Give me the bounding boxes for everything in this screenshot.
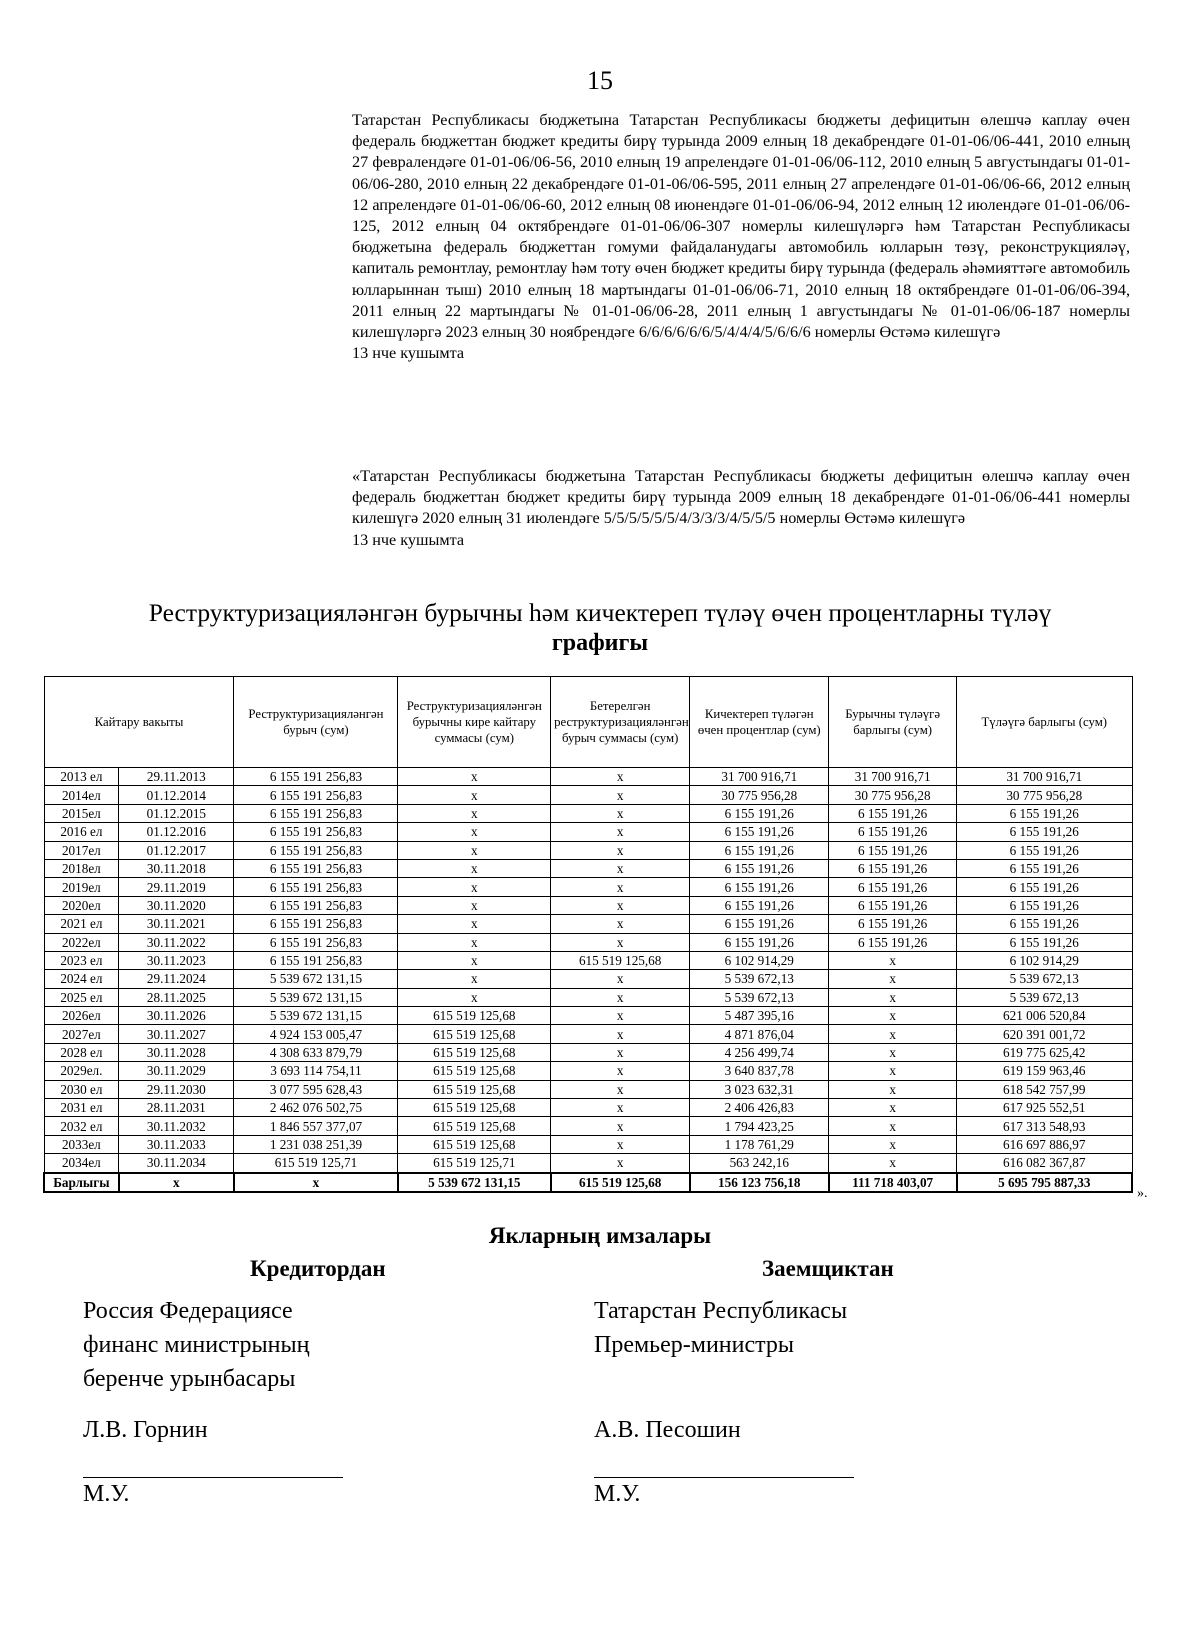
cell-deferral-interest: 3 640 837,78 <box>690 1062 829 1080</box>
cell-debt-payment-total: х <box>829 1099 957 1117</box>
cell-written-off-debt: 615 519 125,68 <box>551 951 690 969</box>
cell-payment-total: 6 155 191,26 <box>957 915 1133 933</box>
cell-restructured-debt: 6 155 191 256,83 <box>234 951 398 969</box>
cell-debt-payment-total: х <box>829 1080 957 1098</box>
borrower-heading: Заемщиктан <box>762 1256 894 1281</box>
schedule-title-line2: графигы <box>551 630 649 656</box>
cell-restructured-debt: 2 462 076 502,75 <box>234 1099 398 1117</box>
table-row <box>44 1117 1132 1135</box>
cell-debt-payment-total: 6 155 191,26 <box>829 878 957 896</box>
cell-debt-return-amount: х <box>398 768 551 786</box>
table-row <box>44 933 1132 951</box>
cell-payment-total: 6 155 191,26 <box>957 933 1133 951</box>
cell-debt-return-amount: х <box>398 896 551 914</box>
cell-return-date: 30.11.2022 <box>119 933 234 951</box>
cell-payment-total: 30 775 956,28 <box>957 786 1133 804</box>
cell-year: 2020ел <box>44 896 119 914</box>
cell-restructured-debt: 5 539 672 131,15 <box>234 1007 398 1025</box>
table-row <box>44 970 1132 988</box>
cell-debt-payment-total: 30 775 956,28 <box>829 786 957 804</box>
cell-restructured-debt: 6 155 191 256,83 <box>234 841 398 859</box>
cell-payment-total: 617 925 552,51 <box>957 1099 1133 1117</box>
cell-year: 2028 ел <box>44 1043 119 1061</box>
borrower-signature-line <box>594 1477 854 1478</box>
cell-written-off-debt: х <box>551 823 690 841</box>
cell-return-date: 30.11.2032 <box>119 1117 234 1135</box>
payment-schedule-table <box>43 676 1133 1193</box>
cell-debt-return-amount: х <box>398 804 551 822</box>
cell-restructured-debt: 6 155 191 256,83 <box>234 804 398 822</box>
cell-return-date: 30.11.2028 <box>119 1043 234 1061</box>
cell-return-date: 01.12.2016 <box>119 823 234 841</box>
total-cell-restructured-debt: х <box>234 1173 398 1192</box>
cell-deferral-interest: 5 539 672,13 <box>690 970 829 988</box>
cell-debt-payment-total: х <box>829 1007 957 1025</box>
cell-written-off-debt: х <box>551 859 690 877</box>
appendix-header-text: «Татарстан Республикасы бюджетына Татарстан Республикасы бюджеты дефицитын өлешчә каплау өчен федераль бюджеттан бюджет кредиты бирү турында 2009 елның 18 декабрендәге 01-01-06/06-441 номерлы килешүгә 2020 елның 31 июлендәге 5/5/5/5/5/5/4/3/3/3/4/5/5/5 номерлы Өстәмә килешүгә <box>352 467 1130 528</box>
cell-year: 2022ел <box>44 933 119 951</box>
table-row <box>44 951 1132 969</box>
header-deferral-interest: Кичектереп түләгән өчен процентлар (сум) <box>690 677 829 768</box>
cell-debt-payment-total: 6 155 191,26 <box>829 915 957 933</box>
cell-return-date: 30.11.2029 <box>119 1062 234 1080</box>
appendix-number: 13 нче кушымта <box>352 530 465 549</box>
cell-debt-return-amount: х <box>398 841 551 859</box>
table-row <box>44 768 1132 786</box>
header-debt-return-amount: Реструктуризацияләнгән бурычны кире кайтару суммасы (сум) <box>398 677 551 768</box>
cell-debt-payment-total: 6 155 191,26 <box>829 823 957 841</box>
cell-written-off-debt: х <box>551 970 690 988</box>
cell-written-off-debt: х <box>551 1025 690 1043</box>
cell-deferral-interest: 6 155 191,26 <box>690 933 829 951</box>
cell-year: 2033ел <box>44 1135 119 1153</box>
cell-payment-total: 31 700 916,71 <box>957 768 1133 786</box>
table-row <box>44 1043 1132 1061</box>
cell-deferral-interest: 6 155 191,26 <box>690 823 829 841</box>
cell-payment-total: 6 155 191,26 <box>957 859 1133 877</box>
cell-written-off-debt: х <box>551 1080 690 1098</box>
cell-return-date: 28.11.2031 <box>119 1099 234 1117</box>
cell-deferral-interest: 6 155 191,26 <box>690 915 829 933</box>
cell-return-date: 30.11.2026 <box>119 1007 234 1025</box>
cell-payment-total: 620 391 001,72 <box>957 1025 1133 1043</box>
table-row <box>44 1135 1132 1153</box>
appendix-header-current <box>352 110 1130 364</box>
cell-deferral-interest: 6 155 191,26 <box>690 859 829 877</box>
cell-written-off-debt: х <box>551 988 690 1006</box>
cell-restructured-debt: 4 924 153 005,47 <box>234 1025 398 1043</box>
table-row <box>44 841 1132 859</box>
cell-written-off-debt: х <box>551 1099 690 1117</box>
cell-year: 2013 ел <box>44 768 119 786</box>
cell-debt-return-amount: х <box>398 933 551 951</box>
cell-year: 2029ел. <box>44 1062 119 1080</box>
cell-debt-payment-total: 6 155 191,26 <box>829 841 957 859</box>
cell-year: 2018ел <box>44 859 119 877</box>
creditor-signatory-line: беренче урынбасары <box>83 1366 296 1392</box>
cell-restructured-debt: 3 693 114 754,11 <box>234 1062 398 1080</box>
cell-restructured-debt: 5 539 672 131,15 <box>234 988 398 1006</box>
cell-year: 2025 ел <box>44 988 119 1006</box>
cell-restructured-debt: 6 155 191 256,83 <box>234 915 398 933</box>
cell-debt-return-amount: 615 519 125,68 <box>398 1135 551 1153</box>
cell-restructured-debt: 6 155 191 256,83 <box>234 859 398 877</box>
cell-deferral-interest: 5 539 672,13 <box>690 988 829 1006</box>
cell-deferral-interest: 1 178 761,29 <box>690 1135 829 1153</box>
cell-restructured-debt: 3 077 595 628,43 <box>234 1080 398 1098</box>
cell-payment-total: 6 155 191,26 <box>957 896 1133 914</box>
cell-restructured-debt: 5 539 672 131,15 <box>234 970 398 988</box>
cell-deferral-interest: 6 102 914,29 <box>690 951 829 969</box>
cell-debt-return-amount: х <box>398 988 551 1006</box>
cell-return-date: 29.11.2030 <box>119 1080 234 1098</box>
cell-return-date: 01.12.2014 <box>119 786 234 804</box>
total-cell-debt-payment-total: 111 718 403,07 <box>829 1173 957 1192</box>
table-row <box>44 859 1132 877</box>
cell-return-date: 30.11.2027 <box>119 1025 234 1043</box>
cell-return-date: 29.11.2019 <box>119 878 234 896</box>
table-row <box>44 878 1132 896</box>
borrower-signatory <box>594 1294 847 1362</box>
table-row <box>44 804 1132 822</box>
cell-year: 2027ел <box>44 1025 119 1043</box>
cell-debt-payment-total: 6 155 191,26 <box>829 859 957 877</box>
table-row <box>44 1099 1132 1117</box>
cell-debt-return-amount: х <box>398 970 551 988</box>
cell-restructured-debt: 6 155 191 256,83 <box>234 823 398 841</box>
cell-written-off-debt: х <box>551 1043 690 1061</box>
table-row <box>44 896 1132 914</box>
cell-return-date: 30.11.2020 <box>119 896 234 914</box>
cell-restructured-debt: 6 155 191 256,83 <box>234 878 398 896</box>
cell-year: 2034ел <box>44 1154 119 1173</box>
header-written-off-debt: Бетерелгән реструктуризацияләнгән бурыч суммасы (сум) <box>551 677 690 768</box>
creditor-signatory-line: финанс министрының <box>83 1332 310 1358</box>
cell-debt-return-amount: х <box>398 823 551 841</box>
cell-debt-return-amount: х <box>398 951 551 969</box>
cell-restructured-debt: 615 519 125,71 <box>234 1154 398 1173</box>
table-header-row <box>44 677 1132 768</box>
cell-debt-return-amount: 615 519 125,68 <box>398 1043 551 1061</box>
table-row <box>44 1025 1132 1043</box>
cell-debt-payment-total: х <box>829 1135 957 1153</box>
cell-written-off-debt: х <box>551 786 690 804</box>
cell-return-date: 01.12.2017 <box>119 841 234 859</box>
total-cell-deferral-interest: 156 123 756,18 <box>690 1173 829 1192</box>
cell-written-off-debt: х <box>551 804 690 822</box>
cell-written-off-debt: х <box>551 878 690 896</box>
cell-deferral-interest: 5 487 395,16 <box>690 1007 829 1025</box>
cell-written-off-debt: х <box>551 1117 690 1135</box>
cell-deferral-interest: 6 155 191,26 <box>690 896 829 914</box>
closing-quote: ». <box>1137 1186 1148 1201</box>
table-total-row <box>44 1173 1132 1192</box>
cell-payment-total: 619 159 963,46 <box>957 1062 1133 1080</box>
cell-year: 2032 ел <box>44 1117 119 1135</box>
cell-return-date: 29.11.2024 <box>119 970 234 988</box>
cell-deferral-interest: 6 155 191,26 <box>690 841 829 859</box>
header-debt-payment-total: Бурычны түләүгә барлыгы (сум) <box>829 677 957 768</box>
header-return-date: Кайтару вакыты <box>44 677 234 768</box>
creditor-name: Л.В. Горнин <box>83 1417 208 1443</box>
cell-payment-total: 618 542 757,99 <box>957 1080 1133 1098</box>
cell-debt-return-amount: х <box>398 786 551 804</box>
cell-year: 2021 ел <box>44 915 119 933</box>
cell-payment-total: 6 155 191,26 <box>957 823 1133 841</box>
borrower-seal-mark: М.У. <box>594 1481 641 1507</box>
cell-debt-return-amount: 615 519 125,71 <box>398 1154 551 1173</box>
cell-year: 2016 ел <box>44 823 119 841</box>
cell-written-off-debt: х <box>551 1135 690 1153</box>
cell-year: 2017ел <box>44 841 119 859</box>
cell-year: 2023 ел <box>44 951 119 969</box>
cell-written-off-debt: х <box>551 768 690 786</box>
cell-restructured-debt: 4 308 633 879,79 <box>234 1043 398 1061</box>
cell-deferral-interest: 30 775 956,28 <box>690 786 829 804</box>
cell-deferral-interest: 4 256 499,74 <box>690 1043 829 1061</box>
cell-deferral-interest: 3 023 632,31 <box>690 1080 829 1098</box>
total-cell-written-off-debt: 615 519 125,68 <box>551 1173 690 1192</box>
cell-year: 2019ел <box>44 878 119 896</box>
cell-debt-payment-total: х <box>829 1154 957 1173</box>
cell-payment-total: 6 155 191,26 <box>957 804 1133 822</box>
creditor-signature-line <box>83 1477 343 1478</box>
cell-return-date: 30.11.2034 <box>119 1154 234 1173</box>
creditor-heading: Кредитордан <box>250 1256 386 1281</box>
cell-debt-return-amount: 615 519 125,68 <box>398 1117 551 1135</box>
schedule-title-line1: Реструктуризацияләнгән бурычны һәм кичектереп түләү өчен процентларны түләү <box>148 598 1052 627</box>
total-cell-payment-total: 5 695 795 887,33 <box>957 1173 1133 1192</box>
cell-debt-return-amount: х <box>398 859 551 877</box>
cell-return-date: 30.11.2023 <box>119 951 234 969</box>
cell-deferral-interest: 4 871 876,04 <box>690 1025 829 1043</box>
total-cell-debt-return-amount: 5 539 672 131,15 <box>398 1173 551 1192</box>
cell-written-off-debt: х <box>551 915 690 933</box>
creditor-seal-mark: М.У. <box>83 1481 130 1507</box>
cell-year: 2031 ел <box>44 1099 119 1117</box>
cell-year: 2015ел <box>44 804 119 822</box>
cell-debt-return-amount: х <box>398 878 551 896</box>
creditor-signatory <box>83 1294 309 1396</box>
cell-deferral-interest: 6 155 191,26 <box>690 878 829 896</box>
creditor-signatory-line: Россия Федерациясе <box>83 1298 293 1324</box>
cell-deferral-interest: 563 242,16 <box>690 1154 829 1173</box>
cell-payment-total: 616 082 367,87 <box>957 1154 1133 1173</box>
appendix-header-text: Татарстан Республикасы бюджетына Татарстан Республикасы бюджеты дефицитын өлешчә каплау өчен федераль бюджеттан бюджет кредиты бирү турында 2009 елның 18 декабрендәге 01-01-06/06-441, 2010 елның 27 февралендәге 01-01-06/06-56, 2010 елның 19 апрелендәге 01-01-06/06-112, 2010 елның 5 августындагы 01-01-06/06-280, 2010 елның 22 декабрендәге 01-01-06/06-595, 2011 елның 27 апрелендәге 01-01-06/06-66, 2012 елның 12 апрелендәге 01-01-06/06-60, 2012 елның 08 июнендәге 01-01-06/06-94, 2012 елның 12 июлендәге 01-01-06/06-125, 2012 елның 04 октябрендәге 01-01-06/06-307 номерлы килешүләргә һәм Татарстан Республикасы бюджетына федераль бюджеттан гомуми файдаланудагы автомобиль юлларын төзү, реконструкцияләү, капиталь ремонтлау, ремонтлау һәм тоту өчен бюджет кредиты бирү турында (федераль әһәмияттәге автомобиль юлларыннан тыш) 2010 елның 18 мартындагы 01-01-06/06-71, 2010 елның 18 октябрендәге 01-01-06/06-394, 2011 елның 22 мартындагы № 01-01-06/06-28, 2011 елның 1 августындагы № 01-01-06/06-187 номерлы килешүләргә 2023 елның 30 ноябрендәге 6/6/6/6/6/6/5/4/4/4/5/6/6/6 номерлы Өстәмә килешүгә <box>352 111 1130 342</box>
cell-year: 2014ел <box>44 786 119 804</box>
table-row <box>44 1154 1132 1173</box>
cell-payment-total: 6 102 914,29 <box>957 951 1133 969</box>
cell-written-off-debt: х <box>551 896 690 914</box>
total-cell-year: Барлыгы <box>44 1173 119 1192</box>
signatures-title: Якларның имзалары <box>488 1223 712 1248</box>
cell-return-date: 29.11.2013 <box>119 768 234 786</box>
cell-restructured-debt: 6 155 191 256,83 <box>234 786 398 804</box>
cell-debt-payment-total: 31 700 916,71 <box>829 768 957 786</box>
cell-debt-return-amount: 615 519 125,68 <box>398 1062 551 1080</box>
cell-year: 2026ел <box>44 1007 119 1025</box>
cell-restructured-debt: 6 155 191 256,83 <box>234 933 398 951</box>
header-restructured-debt: Реструктуризацияләнгән бурыч (сум) <box>234 677 398 768</box>
cell-payment-total: 616 697 886,97 <box>957 1135 1133 1153</box>
page-number: 15 <box>587 66 613 95</box>
cell-payment-total: 6 155 191,26 <box>957 878 1133 896</box>
cell-payment-total: 619 775 625,42 <box>957 1043 1133 1061</box>
table-row <box>44 1007 1132 1025</box>
cell-debt-payment-total: х <box>829 951 957 969</box>
borrower-signatory-line: Премьер-министры <box>594 1332 795 1358</box>
borrower-signatory-line: Татарстан Республикасы <box>594 1298 848 1324</box>
cell-debt-payment-total: 6 155 191,26 <box>829 896 957 914</box>
cell-return-date: 28.11.2025 <box>119 988 234 1006</box>
cell-payment-total: 5 539 672,13 <box>957 970 1133 988</box>
cell-written-off-debt: х <box>551 933 690 951</box>
appendix-number: 13 нче кушымта <box>352 344 465 363</box>
cell-debt-payment-total: х <box>829 1043 957 1061</box>
cell-debt-return-amount: 615 519 125,68 <box>398 1007 551 1025</box>
cell-restructured-debt: 6 155 191 256,83 <box>234 768 398 786</box>
total-cell-return-date: х <box>119 1173 234 1192</box>
table-row <box>44 1062 1132 1080</box>
cell-deferral-interest: 31 700 916,71 <box>690 768 829 786</box>
cell-debt-payment-total: х <box>829 1117 957 1135</box>
cell-restructured-debt: 1 846 557 377,07 <box>234 1117 398 1135</box>
cell-written-off-debt: х <box>551 841 690 859</box>
cell-debt-payment-total: 6 155 191,26 <box>829 933 957 951</box>
table-row <box>44 1080 1132 1098</box>
cell-debt-payment-total: х <box>829 988 957 1006</box>
table-row <box>44 786 1132 804</box>
cell-debt-payment-total: 6 155 191,26 <box>829 804 957 822</box>
schedule-title <box>0 598 1200 658</box>
cell-payment-total: 5 539 672,13 <box>957 988 1133 1006</box>
cell-debt-return-amount: 615 519 125,68 <box>398 1080 551 1098</box>
cell-return-date: 30.11.2018 <box>119 859 234 877</box>
cell-year: 2030 ел <box>44 1080 119 1098</box>
cell-deferral-interest: 2 406 426,83 <box>690 1099 829 1117</box>
cell-deferral-interest: 1 794 423,25 <box>690 1117 829 1135</box>
cell-debt-return-amount: 615 519 125,68 <box>398 1099 551 1117</box>
cell-debt-payment-total: х <box>829 970 957 988</box>
table-row <box>44 988 1132 1006</box>
cell-return-date: 30.11.2033 <box>119 1135 234 1153</box>
appendix-header-previous <box>352 466 1130 551</box>
header-payment-total: Түләүгә барлыгы (сум) <box>957 677 1133 768</box>
cell-debt-payment-total: х <box>829 1062 957 1080</box>
cell-payment-total: 621 006 520,84 <box>957 1007 1133 1025</box>
cell-payment-total: 6 155 191,26 <box>957 841 1133 859</box>
cell-return-date: 01.12.2015 <box>119 804 234 822</box>
cell-return-date: 30.11.2021 <box>119 915 234 933</box>
cell-debt-payment-total: х <box>829 1025 957 1043</box>
table-row <box>44 915 1132 933</box>
cell-debt-return-amount: х <box>398 915 551 933</box>
cell-written-off-debt: х <box>551 1062 690 1080</box>
cell-deferral-interest: 6 155 191,26 <box>690 804 829 822</box>
cell-year: 2024 ел <box>44 970 119 988</box>
table-row <box>44 823 1132 841</box>
cell-restructured-debt: 6 155 191 256,83 <box>234 896 398 914</box>
cell-written-off-debt: х <box>551 1154 690 1173</box>
cell-payment-total: 617 313 548,93 <box>957 1117 1133 1135</box>
cell-debt-return-amount: 615 519 125,68 <box>398 1025 551 1043</box>
cell-written-off-debt: х <box>551 1007 690 1025</box>
cell-restructured-debt: 1 231 038 251,39 <box>234 1135 398 1153</box>
borrower-name: А.В. Песошин <box>594 1417 741 1443</box>
